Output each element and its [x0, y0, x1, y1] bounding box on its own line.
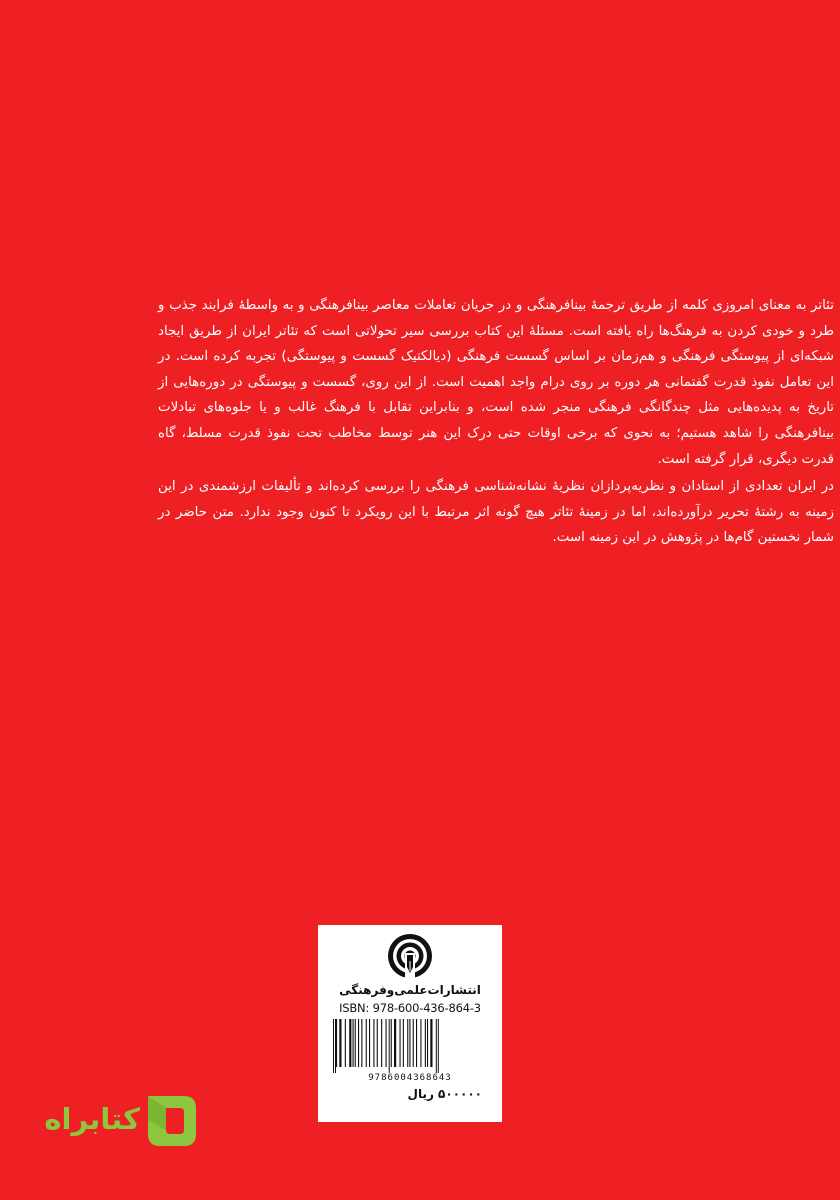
barcode-bar: [407, 1019, 408, 1067]
blurb-paragraph-2: در ایران تعدادی از استادان و نظریه‌پردازان نظریهٔ نشانه‌شناسی فرهنگی را بررسی کرده‌اند و تألیفات ارزشمندی در این زمینه به رشتهٔ تحریر درآورده‌اند، اما در زمینهٔ تئاتر هیچ گونه اثر مرتبط با این رویکرد تا کنون وجود ندارد. متن حاضر در شمار نخستین گام‌ها در پژوهش در این زمینه است.: [158, 479, 834, 546]
barcode-bar: [335, 1019, 336, 1073]
barcode-bar: [377, 1019, 378, 1067]
blurb-paragraph-1: تئاتر به معنای امروزی کلمه از طریق ترجمهٔ بینافرهنگی و در جریان تعاملات معاصر بینافرهنگی و به واسطهٔ فرایند جذب و طرد و خودی کردن به فرهنگ‌ها راه یافته است. مسئلهٔ این کتاب بررسی سیر تحولاتی است که تئاتر ایران از طریق ایجاد شبکه‌ای از پیوستگی فرهنگی و هم‌زمان بر اساس گسست فرهنگی (دیالکتیک گسست و پیوستگی) تجربه کرده است. در این تعامل نفوذ قدرت گفتمانی هر دوره بر روی درام واجد اهمیت است. از این روی، گسست و پیوستگی در دوره‌هایی از تاریخ به پدیده‌هایی مثل چندگانگی فرهنگی منجر شده است، و بنابراین تقابل با فرهنگ غالب و یا جلوه‌های تبادلات بینافرهنگی را شاهد هستیم؛ به نحوی که برخی اوقات حتی درک این هنر توسط مخاطب تحت نفوذ قدرت مسلط، گاه قدرت دیگری، قرار گرفته است.: [158, 298, 834, 467]
barcode-bar: [427, 1019, 428, 1067]
barcode-bar: [391, 1019, 392, 1067]
barcode-bar: [409, 1019, 410, 1067]
barcode-bar: [386, 1019, 387, 1067]
barcode-bar: [413, 1019, 414, 1067]
barcode-bar: [333, 1019, 334, 1073]
barcode-bar: [403, 1019, 404, 1067]
barcode-bar: [361, 1019, 362, 1067]
price: ۵۰۰۰۰۰ ریال: [407, 1087, 482, 1101]
barcode-bar: [373, 1019, 374, 1067]
publisher-name: انتشارات‌علمی‌وفرهنگی: [339, 983, 481, 997]
barcode-bar: [349, 1019, 351, 1067]
barcode-bar: [339, 1019, 341, 1067]
barcode-bar: [394, 1019, 396, 1067]
barcode-bar: [430, 1019, 432, 1067]
barcode-bar: [425, 1019, 426, 1067]
ketabrah-name: کتابراه: [44, 1102, 140, 1136]
barcode-bar: [366, 1019, 367, 1067]
barcode-bar: [336, 1019, 337, 1067]
barcode-bar: [355, 1019, 356, 1067]
barcode-bar: [420, 1019, 421, 1067]
barcode-bar: [400, 1019, 401, 1067]
isbn-label: [318, 925, 502, 1122]
barcode-bar: [381, 1019, 382, 1067]
barcode-bar: [358, 1019, 359, 1067]
back-cover-blurb: [158, 293, 834, 551]
barcode-bar: [438, 1019, 439, 1073]
publisher-pen-logo-icon: [387, 933, 433, 979]
barcode-bar: [416, 1019, 417, 1067]
barcode: [331, 1019, 489, 1073]
barcode-bar: [436, 1019, 437, 1073]
barcode-bar: [369, 1019, 370, 1067]
barcode-bar: [389, 1019, 390, 1073]
isbn-number: ISBN: 978-600-436-864-3: [339, 1001, 481, 1015]
ketabrah-brand: [40, 1092, 200, 1152]
barcode-bar: [345, 1019, 346, 1067]
barcode-digits: 9786004368643: [368, 1073, 452, 1083]
ketabrah-book-icon: [144, 1092, 200, 1150]
barcode-bar: [353, 1019, 354, 1067]
